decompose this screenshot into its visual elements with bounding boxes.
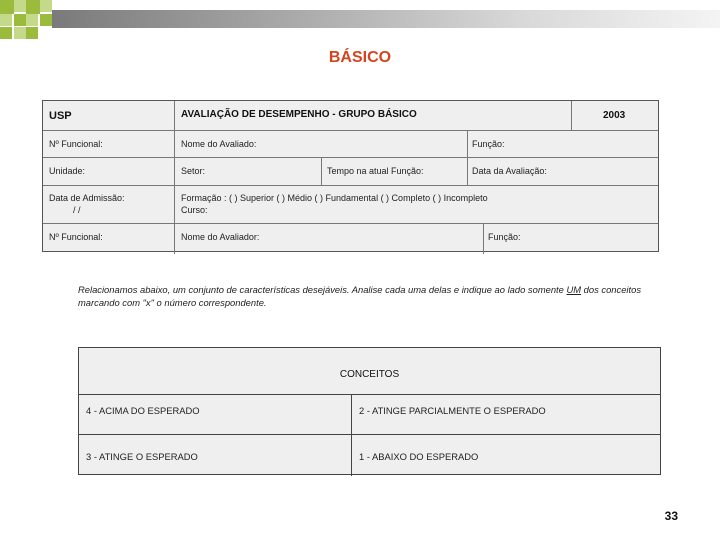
funcional-avaliador-field[interactable]: Nº Funcional: [49,232,103,242]
instructions-text: Relacionamos abaixo, um conjunto de características desejáveis. Analise cada uma delas e indique ao lado somente [78,284,567,295]
tempo-funcao-field[interactable]: Tempo na atual Função: [327,166,424,176]
divider [79,434,660,435]
funcao-field[interactable]: Função: [472,139,505,149]
instructions-line-2: marcando com "x" o número correspondente. [78,297,267,308]
year-label: 2003 [603,110,626,121]
form-row-title [43,101,658,131]
divider [174,224,175,254]
concept-item-3: 3 - ATINGE O ESPERADO [86,451,198,462]
avaliador-name-field[interactable]: Nome do Avaliador: [181,232,260,242]
divider [174,158,175,186]
form-row-avaliador [43,223,658,253]
concept-item-1: 1 - ABAIXO DO ESPERADO [359,451,479,462]
page-number: 33 [664,509,678,523]
evaluation-form-header [42,100,659,252]
divider [467,131,468,158]
divider [321,158,322,186]
form-heading: AVALIAÇÃO DE DESEMPENHO - GRUPO BÁSICO [181,109,417,120]
concepts-table [78,347,661,475]
divider [467,158,468,186]
divider [79,394,660,395]
instructions-emphasis: UM [566,284,582,295]
data-avaliacao-field[interactable]: Data da Avaliação: [472,166,547,176]
avaliado-name-field[interactable]: Nome do Avaliado: [181,139,257,149]
funcional-field[interactable]: Nº Funcional: [49,139,103,149]
org-label: USP [49,110,72,122]
instructions-text-end: dos conceitos [581,284,642,295]
divider [174,131,175,158]
setor-field[interactable]: Setor: [181,166,206,176]
funcao-avaliador-field[interactable]: Função: [488,232,521,242]
form-row-admissao [43,185,658,223]
formacao-options[interactable]: Formação : ( ) Superior ( ) Médio ( ) Fundamental ( ) Completo ( ) Incompleto [181,193,488,203]
form-row-unidade [43,157,658,185]
unidade-field[interactable]: Unidade: [49,166,86,176]
divider [351,394,352,476]
divider [174,101,175,131]
admissao-date-slashes: / / [73,205,81,215]
curso-field[interactable]: Curso: [181,205,208,215]
concepts-title: CONCEITOS [339,369,400,380]
concept-item-2: 2 - ATINGE PARCIALMENTE O ESPERADO [359,405,546,416]
divider [174,186,175,224]
page-title: BÁSICO [328,49,392,66]
concept-item-4: 4 - ACIMA DO ESPERADO [86,405,200,416]
instructions-paragraph [78,283,720,309]
instructions-line-1 [78,283,720,296]
form-row-avaliado [43,130,658,157]
divider [483,224,484,254]
header-gradient-bar [52,10,720,28]
divider [571,101,572,131]
admissao-field[interactable]: Data de Admissão: [49,193,125,203]
